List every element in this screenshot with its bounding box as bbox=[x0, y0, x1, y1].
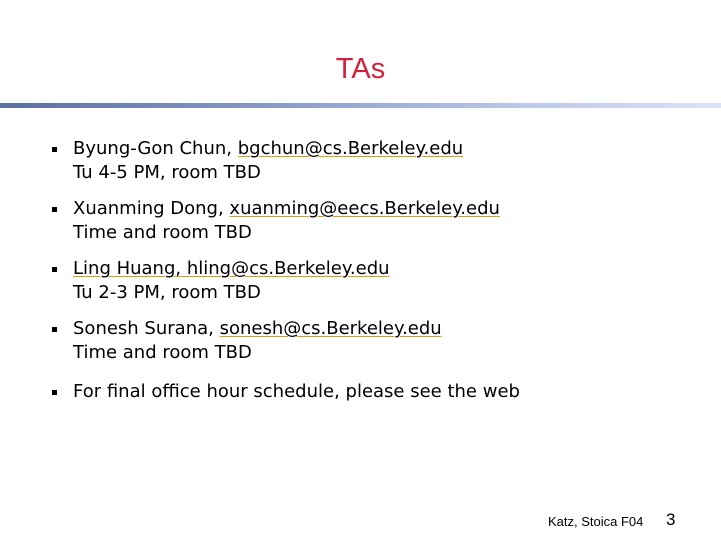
ta-name: Xuanming Dong, bbox=[73, 198, 230, 219]
ta-line bbox=[73, 317, 442, 341]
ta-hours: Tu 4-5 PM, room TBD bbox=[73, 162, 261, 183]
ta-hours: Time and room TBD bbox=[73, 222, 252, 243]
square-bullet-icon bbox=[52, 257, 58, 281]
ta-line-link[interactable] bbox=[73, 257, 390, 281]
bullet-item-chun bbox=[0, 137, 463, 185]
ta-name: Byung-Gon Chun, bbox=[73, 138, 238, 159]
ta-name[interactable]: Ling Huang, bbox=[73, 258, 187, 279]
bullet-item-surana bbox=[0, 317, 442, 365]
ta-email-link[interactable]: hling@cs.Berkeley.edu bbox=[186, 258, 390, 279]
bullet-item-huang bbox=[0, 257, 390, 305]
ta-line bbox=[73, 137, 463, 161]
ta-hours: Tu 2-3 PM, room TBD bbox=[73, 282, 261, 303]
ta-hours: Time and room TBD bbox=[73, 342, 252, 363]
bullet-item-dong bbox=[0, 197, 500, 245]
slide-title: TAs bbox=[335, 53, 386, 85]
ta-email-link[interactable]: sonesh@cs.Berkeley.edu bbox=[219, 318, 442, 339]
title-divider bbox=[0, 103, 721, 108]
square-bullet-icon bbox=[52, 137, 58, 161]
ta-line bbox=[73, 197, 500, 221]
square-bullet-icon bbox=[52, 380, 58, 404]
slide-footer: Katz, Stoica F04 bbox=[548, 514, 644, 529]
ta-email-link[interactable]: xuanming@eecs.Berkeley.edu bbox=[229, 198, 500, 219]
square-bullet-icon bbox=[52, 197, 58, 221]
square-bullet-icon bbox=[52, 317, 58, 341]
ta-name: Sonesh Surana, bbox=[73, 318, 220, 339]
ta-email-link[interactable]: bgchun@cs.Berkeley.edu bbox=[237, 138, 464, 159]
page-number: 3 bbox=[666, 510, 676, 529]
schedule-note: For final office hour schedule, please see the web bbox=[73, 381, 520, 402]
bullet-item-schedule-note bbox=[0, 380, 520, 404]
